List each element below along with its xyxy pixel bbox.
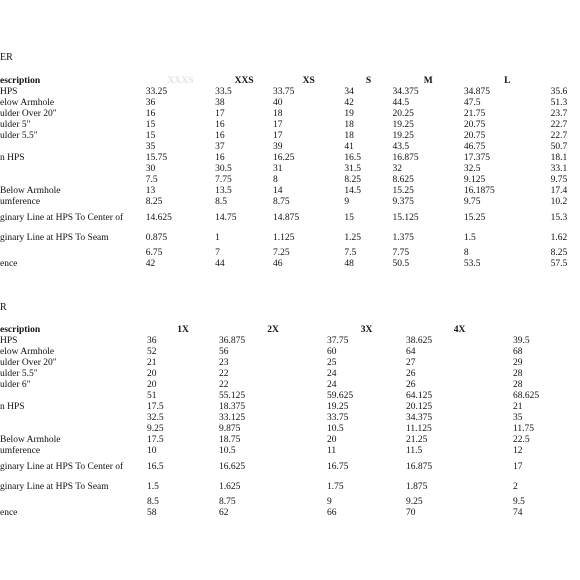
measurement-value: 14.75 <box>215 212 237 223</box>
measurement-value: 66 <box>327 508 337 518</box>
measurement-value: 47.5 <box>463 98 481 108</box>
measurement-value: 9 <box>344 197 350 207</box>
table-row <box>0 153 580 164</box>
measurement-description <box>0 142 146 153</box>
measurement-value: 8.5 <box>147 497 159 507</box>
table-row <box>0 497 580 508</box>
measurement-description: Below Armhole <box>0 435 61 445</box>
measurement-value: 17.5 <box>147 402 164 412</box>
measurement-description <box>0 248 146 259</box>
table-row <box>0 248 580 259</box>
measurement-value: 17 <box>273 131 283 141</box>
measurement-value: 36 <box>145 98 156 108</box>
table-row <box>0 508 580 519</box>
measurement-value: 40 <box>273 98 283 108</box>
measurement-value: 1.875 <box>406 481 428 492</box>
measurement-value: 9.125 <box>463 175 486 185</box>
measurement-value: 1.125 <box>273 232 295 243</box>
measurement-value: 34.375 <box>392 87 419 97</box>
measurement-value: 24 <box>327 380 337 390</box>
measurement-description: HPS <box>0 336 18 346</box>
column-header-description: escription <box>0 325 41 335</box>
measurement-value: 44.5 <box>392 98 410 108</box>
section-label-regular: ER <box>0 52 13 63</box>
column-header-size: S <box>365 76 372 86</box>
column-header-description: escription <box>0 76 41 86</box>
measurement-description <box>0 164 146 175</box>
measurement-value: 21.25 <box>406 435 428 445</box>
measurement-value: 35 <box>145 142 156 152</box>
measurement-value: 22.7 <box>550 131 568 141</box>
measurement-value: 21.75 <box>463 109 486 119</box>
measurement-value: 64 <box>406 347 416 357</box>
measurement-value: 18.1 <box>550 153 568 163</box>
measurement-value: 1.5 <box>463 232 476 243</box>
table-row <box>0 413 580 424</box>
measurement-value: 15.75 <box>145 153 168 163</box>
table-row <box>0 457 580 477</box>
measurement-value: 11 <box>327 446 337 456</box>
measurement-description: n HPS <box>0 402 25 412</box>
measurement-value: 10.2 <box>550 197 568 207</box>
column-header-size: 4X <box>453 325 466 335</box>
column-header-size: XXXS <box>167 76 194 86</box>
measurement-value: 36.875 <box>219 336 246 346</box>
table-row <box>0 109 580 120</box>
header-row <box>0 325 580 336</box>
measurement-value: 11.125 <box>406 424 432 434</box>
column-header-size: 1X <box>177 325 189 335</box>
measurement-value: 16.5 <box>147 461 164 472</box>
table-row <box>0 98 580 109</box>
measurement-value: 12 <box>513 446 523 456</box>
measurement-value: 16 <box>215 120 225 130</box>
measurement-value: 20.75 <box>463 120 486 130</box>
measurement-value: 20 <box>327 435 337 445</box>
measurement-value: 10.5 <box>219 446 236 456</box>
measurement-value: 9.875 <box>219 424 241 434</box>
measurement-value: 1.75 <box>327 481 344 492</box>
measurement-value: 44 <box>215 259 225 269</box>
measurement-value: 11.75 <box>513 424 535 434</box>
measurement-value: 14.5 <box>344 186 362 196</box>
measurement-value: 0.875 <box>145 232 168 243</box>
measurement-value: 22 <box>219 380 229 390</box>
measurement-value: 9 <box>327 497 332 507</box>
measurement-value: 9.375 <box>392 197 414 207</box>
column-header-size: 3X <box>360 325 373 335</box>
measurement-value: 8.25 <box>550 248 568 258</box>
measurement-value: 16.1875 <box>463 186 495 196</box>
measurement-value: 57.5 <box>550 259 568 269</box>
size-chart-regular <box>0 76 580 270</box>
measurement-value: 31 <box>273 164 283 174</box>
measurement-value: 53.5 <box>463 259 481 269</box>
measurement-value: 7.75 <box>215 175 232 185</box>
measurement-value: 43.5 <box>392 142 410 152</box>
measurement-value: 7 <box>215 248 220 258</box>
measurement-value: 62 <box>219 508 229 518</box>
measurement-value: 8.25 <box>145 197 163 207</box>
table-row <box>0 228 580 248</box>
measurement-value: 48 <box>344 259 354 269</box>
measurement-description <box>0 391 147 402</box>
table-row <box>0 435 580 446</box>
measurement-value: 8 <box>273 175 278 185</box>
measurement-description: Below Armhole <box>0 186 61 196</box>
measurement-value: 7.5 <box>344 248 357 258</box>
table-row <box>0 87 580 98</box>
measurement-value: 27 <box>406 358 416 368</box>
measurement-value: 22 <box>219 369 229 379</box>
measurement-value: 15.25 <box>392 186 414 196</box>
measurement-value: 19.25 <box>327 402 349 412</box>
measurement-value: 7.25 <box>273 248 290 258</box>
measurement-value: 21 <box>147 358 157 368</box>
measurement-value: 8.25 <box>344 175 362 185</box>
table-row <box>0 259 580 270</box>
measurement-value: 38 <box>215 98 225 108</box>
measurement-value: 20.125 <box>406 402 433 412</box>
measurement-value: 38.625 <box>406 336 433 346</box>
measurement-value: 42 <box>145 259 156 269</box>
measurement-value: 17 <box>273 120 283 130</box>
measurement-value: 6.75 <box>145 248 163 258</box>
measurement-value: 50.5 <box>392 259 410 269</box>
measurement-value: 11.5 <box>406 446 423 456</box>
table-row <box>0 347 580 358</box>
measurement-value: 8 <box>463 248 469 258</box>
table-row <box>0 391 580 402</box>
measurement-value: 21 <box>513 402 523 412</box>
measurement-value: 18.75 <box>219 435 241 445</box>
table-row <box>0 369 580 380</box>
section-label-plus: R <box>0 302 7 313</box>
measurement-value: 32.5 <box>147 413 164 423</box>
measurement-value: 7.5 <box>145 175 158 185</box>
measurement-value: 13 <box>145 186 156 196</box>
measurement-value: 33.25 <box>145 87 168 97</box>
measurement-value: 35.6 <box>550 87 568 97</box>
measurement-value: 34.875 <box>463 87 491 97</box>
measurement-value: 16.875 <box>392 153 419 163</box>
table-row <box>0 164 580 175</box>
measurement-value: 9.75 <box>463 197 481 207</box>
measurement-value: 32 <box>392 164 403 174</box>
measurement-value: 32.5 <box>463 164 481 174</box>
measurement-value: 19.25 <box>392 131 414 141</box>
measurement-value: 28 <box>513 369 523 379</box>
measurement-value: 59.625 <box>327 391 354 401</box>
table-row <box>0 142 580 153</box>
measurement-value: 35 <box>513 413 523 423</box>
measurement-value: 30 <box>145 164 156 174</box>
measurement-value: 18.375 <box>219 402 246 412</box>
measurement-description <box>0 413 147 424</box>
measurement-value: 33.1 <box>550 164 568 174</box>
measurement-value: 17.5 <box>147 435 164 445</box>
measurement-value: 16 <box>215 153 225 163</box>
measurement-description: ulder 5.5" <box>0 131 38 141</box>
measurement-value: 9.5 <box>513 497 525 507</box>
measurement-value: 15 <box>145 120 156 130</box>
measurement-value: 37.75 <box>327 336 349 346</box>
measurement-value: 8.5 <box>215 197 228 207</box>
measurement-value: 9.25 <box>147 424 164 434</box>
measurement-value: 30.5 <box>215 164 232 174</box>
measurement-value: 18 <box>273 109 283 119</box>
measurement-value: 18 <box>344 120 354 130</box>
measurement-value: 26 <box>406 380 416 390</box>
measurement-value: 51.3 <box>550 98 568 108</box>
measurement-value: 26 <box>406 369 416 379</box>
measurement-value: 20 <box>147 380 157 390</box>
measurement-value: 28 <box>513 380 523 390</box>
size-chart-plus <box>0 325 580 519</box>
measurement-value: 9.25 <box>406 497 423 507</box>
measurement-value: 2 <box>513 481 518 492</box>
measurement-value: 16 <box>215 131 225 141</box>
measurement-value: 42 <box>344 98 354 108</box>
measurement-value: 16.875 <box>406 461 433 472</box>
measurement-description: ulder 5" <box>0 120 31 130</box>
measurement-value: 51 <box>147 391 157 401</box>
measurement-value: 36 <box>147 336 157 346</box>
column-header-size: XXS <box>234 76 254 86</box>
table-row <box>0 175 580 186</box>
table-row <box>0 358 580 369</box>
measurement-description: umference <box>0 446 41 456</box>
measurement-value: 34 <box>344 87 354 97</box>
table-row <box>0 120 580 131</box>
measurement-description: ulder Over 20" <box>0 358 57 368</box>
measurement-value: 20 <box>147 369 157 379</box>
measurement-description: ulder Over 20" <box>0 109 57 119</box>
measurement-value: 24 <box>327 369 337 379</box>
measurement-value: 16.5 <box>344 153 362 163</box>
measurement-value: 22.5 <box>513 435 530 445</box>
measurement-value: 33.125 <box>219 413 246 423</box>
measurement-value: 20.25 <box>392 109 414 119</box>
measurement-description <box>0 497 147 508</box>
measurement-value: 15 <box>145 131 156 141</box>
column-header-size: 2X <box>267 325 279 335</box>
measurement-value: 7.75 <box>392 248 410 258</box>
measurement-value: 70 <box>406 508 416 518</box>
measurement-value: 68 <box>513 347 523 357</box>
measurement-value: 56 <box>219 347 229 357</box>
table-row <box>0 336 580 347</box>
measurement-description: ginary Line at HPS To Center of <box>0 212 124 223</box>
measurement-value: 50.7 <box>550 142 568 152</box>
table-row <box>0 208 580 228</box>
measurement-value: 16.25 <box>273 153 295 163</box>
measurement-value: 37 <box>215 142 225 152</box>
measurement-value: 16 <box>145 109 156 119</box>
measurement-description: elow Armhole <box>0 98 55 108</box>
measurement-value: 52 <box>147 347 157 357</box>
measurement-value: 9.75 <box>550 175 568 185</box>
measurement-value: 8.625 <box>392 175 414 185</box>
measurement-value: 34.375 <box>406 413 433 423</box>
measurement-value: 8.75 <box>273 197 290 207</box>
measurement-value: 58 <box>147 508 157 518</box>
measurement-description: elow Armhole <box>0 347 55 357</box>
measurement-value: 19 <box>344 109 354 119</box>
table-row <box>0 186 580 197</box>
table-row <box>0 424 580 435</box>
measurement-value: 25 <box>327 358 337 368</box>
measurement-value: 1.625 <box>219 481 241 492</box>
measurement-value: 14 <box>273 186 283 196</box>
table-row <box>0 380 580 391</box>
table-row <box>0 477 580 497</box>
measurement-value: 10 <box>147 446 157 456</box>
measurement-value: 46.75 <box>463 142 486 152</box>
measurement-value: 20.75 <box>463 131 486 141</box>
measurement-value: 39.5 <box>513 336 530 346</box>
measurement-value: 1 <box>215 232 220 243</box>
measurement-value: 39 <box>273 142 283 152</box>
measurement-value: 33.5 <box>215 87 232 97</box>
measurement-value: 68.625 <box>513 391 540 401</box>
measurement-value: 19.25 <box>392 120 414 130</box>
table-row <box>0 197 580 208</box>
measurement-value: 60 <box>327 347 337 357</box>
measurement-description <box>0 424 147 435</box>
measurement-value: 8.75 <box>219 497 236 507</box>
measurement-value: 18 <box>344 131 354 141</box>
measurement-value: 64.125 <box>406 391 433 401</box>
measurement-value: 15.25 <box>463 212 486 223</box>
column-header-size: XS <box>302 76 315 86</box>
measurement-value: 17.375 <box>463 153 491 163</box>
table-row <box>0 402 580 413</box>
measurement-value: 16.75 <box>327 461 349 472</box>
measurement-value: 46 <box>273 259 283 269</box>
measurement-description: umference <box>0 197 41 207</box>
measurement-description: HPS <box>0 87 18 97</box>
measurement-value: 33.75 <box>327 413 349 423</box>
column-header-size: M <box>423 76 433 86</box>
measurement-value: 1.5 <box>147 481 159 492</box>
measurement-description: ginary Line at HPS To Seam <box>0 232 109 243</box>
measurement-value: 15 <box>344 212 354 223</box>
measurement-description <box>0 175 146 186</box>
measurement-value: 22.7 <box>550 120 568 130</box>
measurement-value: 1.375 <box>392 232 414 243</box>
measurement-description: ulder 6" <box>0 380 31 390</box>
measurement-value: 15.125 <box>392 212 419 223</box>
measurement-value: 14.875 <box>273 212 300 223</box>
column-header-size: L <box>504 76 511 86</box>
measurement-description: n HPS <box>0 153 25 163</box>
measurement-value: 29 <box>513 358 523 368</box>
measurement-description: ulder 5.5" <box>0 369 38 379</box>
measurement-value: 55.125 <box>219 391 246 401</box>
measurement-value: 1.25 <box>344 232 362 243</box>
measurement-value: 23 <box>219 358 229 368</box>
table-row <box>0 131 580 142</box>
measurement-value: 13.5 <box>215 186 232 196</box>
column-header-size <box>513 325 580 336</box>
measurement-value: 17.4 <box>550 186 568 196</box>
measurement-value: 23.7 <box>550 109 568 119</box>
measurement-value: 41 <box>344 142 354 152</box>
measurement-value: 15.3 <box>550 212 568 223</box>
measurement-value: 31.5 <box>344 164 362 174</box>
measurement-value: 17 <box>215 109 225 119</box>
measurement-value: 14.625 <box>145 212 172 223</box>
measurement-value: 16.625 <box>219 461 246 472</box>
measurement-value: 33.75 <box>273 87 295 97</box>
header-row <box>0 76 580 87</box>
measurement-description: ginary Line at HPS To Seam <box>0 481 109 492</box>
measurement-value: 1.62 <box>550 232 568 243</box>
measurement-description: ginary Line at HPS To Center of <box>0 461 124 472</box>
measurement-value: 17 <box>513 461 523 472</box>
measurement-value: 10.5 <box>327 424 344 434</box>
measurement-description: ence <box>0 259 18 269</box>
measurement-value: 74 <box>513 508 523 518</box>
table-row <box>0 446 580 457</box>
measurement-description: ence <box>0 508 18 518</box>
